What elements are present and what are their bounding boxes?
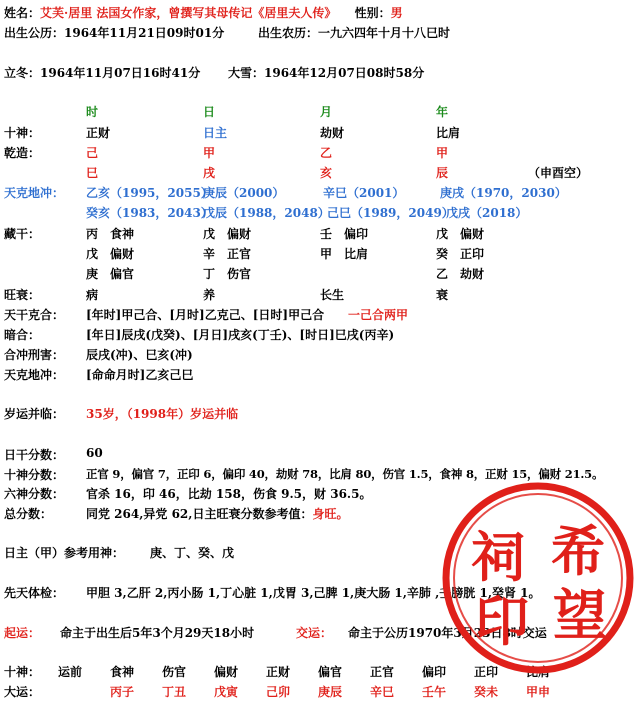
dayun-shishen-label: 十神： [4,665,41,679]
branch-month: 亥 [320,166,333,180]
stem-day: 甲 [203,146,216,160]
wangshuai-month: 长生 [320,288,345,302]
canggan-label: 藏干： [4,227,41,241]
canggan-shishen: 正印 [460,247,485,261]
anhe-value: [年日]辰戌(戊癸)、[月日]戌亥(丁壬)、[时日]巳戌(丙辛) [86,328,395,342]
dayun-pillar-item: 甲申 [526,685,551,699]
total-label: 总分数： [4,507,53,521]
seal-char: 印 [475,589,529,653]
dayun-pillar-item: 辛巳 [370,685,395,699]
total-row [86,505,348,522]
lidong-term: 立冬：1964年11月07日16时41分 [4,66,201,80]
canggan-stem: 乙 [436,267,449,281]
dayun-shishen-item: 正官 [370,665,395,679]
stem-hour: 己 [86,146,99,160]
canggan-shishen: 偏官 [110,267,135,281]
rigan-label: 日干分数： [4,448,65,462]
suiyun-label: 岁运并临： [4,407,65,421]
total-value: 同党 264,异党 62,日主旺衰分数参考值： [86,507,313,521]
dayun-pillar-item: 庚辰 [318,685,343,699]
canggan-shishen: 偏财 [460,227,485,241]
shishen-score-label: 十神分数： [4,468,65,482]
seal-char: 望 [553,583,607,647]
tkdc2-label: 天克地冲： [4,368,65,382]
dayun-shishen-item: 运前 [58,665,83,679]
tkdc-item: 庚辰（2000） [203,186,285,200]
gregorian-birth: 出生公历：1964年11月21日09时01分 [4,26,225,40]
canggan-shishen: 偏财 [110,247,135,261]
wangshuai-year: 衰 [436,288,449,302]
seal-char: 祠 [471,525,525,589]
total-result: 身旺。 [312,507,349,521]
dayun-label: 大运： [4,685,41,699]
qiyun-label: 起运： [4,626,41,640]
canggan-shishen: 伤官 [227,267,252,281]
seal-char: 希 [551,519,605,583]
canggan-shishen: 食神 [110,227,135,241]
pillar-title-hour: 时 [86,105,99,119]
tkdc-label: 天克地冲： [4,186,65,200]
seal-stamp [440,480,636,676]
tijian-value: 甲胆 3,乙肝 2,丙小肠 1,丁心脏 1,戊胃 3,己脾 1,庚大肠 1,辛肺 ,壬膀胱 1,癸肾 1。 [86,586,541,600]
dayun-pillar-item: 丁丑 [162,685,187,699]
tkdc-item: 戊辰（1988，2048） [203,206,330,220]
branch-hour: 巳 [86,166,99,180]
name-row [4,4,403,21]
dayun-pillar-item: 己卯 [266,685,291,699]
dayun-pillar-item: 戊寅 [214,685,239,699]
liushen-label: 六神分数： [4,487,65,501]
gender-value: 男 [390,6,403,20]
tkdc-item: 己巳（1989，2049） [327,206,454,220]
wangshuai-day: 养 [203,288,216,302]
dayun-shishen-item: 正印 [474,665,499,679]
shishen-year: 比肩 [436,126,461,140]
canggan-stem: 戊 [86,247,99,261]
pillar-title-year: 年 [436,105,449,119]
canggan-stem: 甲 [320,247,333,261]
tiangan-row [4,306,325,323]
branch-day: 戌 [203,166,216,180]
hechong-value: 辰戌(冲)、巳亥(冲) [86,348,193,362]
pillar-title-day: 日 [203,105,216,119]
canggan-stem: 丙 [86,227,99,241]
dayun-pillar-item: 丙子 [110,685,135,699]
gender-label: 性别： [354,6,391,20]
dayun-pillar-item: 壬午 [422,685,447,699]
tijian-label: 先天体检： [4,586,65,600]
tkdc-item: 辛巳（2001） [323,186,405,200]
branch-year: 辰 [436,166,449,180]
pillar-title-month: 月 [320,105,333,119]
canggan-shishen: 比肩 [344,247,369,261]
qianzao-label: 乾造： [4,146,41,160]
rigan-value: 60 [86,446,103,460]
tkdc-item: 癸亥（1983，2043） [86,206,213,220]
dayun-shishen-item: 偏财 [214,665,239,679]
canggan-stem: 丁 [203,267,216,281]
tiangan-label: 天干克合： [4,308,65,322]
kongwang: （申酉空） [528,166,589,180]
dayun-shishen-item: 正财 [266,665,291,679]
daxue-term: 大雪：1964年12月07日08时58分 [228,66,425,80]
wangshuai-label: 旺衰： [4,288,41,302]
tkdc-item: 乙亥（1995，2055） [86,186,213,200]
tiangan-value: [年时]甲己合、[月时]乙克己、[日时]甲己合 [86,308,325,322]
lunar-birth: 出生农历：一九六四年十月十八巳时 [258,26,451,40]
canggan-stem: 戊 [203,227,216,241]
stem-year: 甲 [436,146,449,160]
dayun-shishen-item: 伤官 [162,665,187,679]
shishen-day: 日主 [203,126,228,140]
canggan-shishen: 偏财 [227,227,252,241]
canggan-stem: 庚 [86,267,99,281]
canggan-stem: 戊 [436,227,449,241]
dayun-shishen-item: 比肩 [526,665,551,679]
yongshen-label: 日主（甲）参考用神： [4,546,125,560]
canggan-stem: 辛 [203,247,216,261]
stem-month: 乙 [320,146,333,160]
dayun-shishen-item: 食神 [110,665,135,679]
jiaoyun-label: 交运： [296,626,333,640]
tkdc-item: 庚戌（1970，2030） [440,186,567,200]
jiaoyun-value: 命主于公历1970年3月23日8时交运 [348,626,547,640]
hechong-label: 合冲刑害： [4,348,65,362]
canggan-shishen: 劫财 [460,267,485,281]
shishen-score-value: 正官 9，偏官 7，正印 6，偏印 40，劫财 78，比肩 80，伤官 1.5，食神 8，正财 15，偏财 21.5。 [86,467,604,481]
shishen-label: 十神： [4,126,41,140]
canggan-stem: 壬 [320,227,333,241]
canggan-shishen: 偏印 [344,227,369,241]
anhe-label: 暗合： [4,328,41,342]
dayun-shishen-item: 偏官 [318,665,343,679]
shishen-month: 劫财 [320,126,345,140]
yongshen-value: 庚、丁、癸、戊 [150,546,235,560]
tkdc-item: 戊戌（2018） [446,206,528,220]
dayun-pillar-item: 癸未 [474,685,499,699]
name-value: 艾芙·居里 法国女作家，曾撰写其母传记《居里夫人传》 [40,6,337,20]
name-label: 姓名： [4,6,41,20]
shishen-hour: 正财 [86,126,111,140]
liushen-value: 官杀 16，印 46，比劫 158，伤食 9.5，财 36.5。 [86,487,372,501]
suiyun-value: 35岁，（1998年）岁运并临 [86,407,239,421]
dayun-shishen-item: 偏印 [422,665,447,679]
canggan-stem: 癸 [436,247,449,261]
tiangan-note: 一己合两甲 [348,308,409,322]
qiyun-value: 命主于出生后5年3个月29天18小时 [60,626,255,640]
wangshuai-hour: 病 [86,288,99,302]
canggan-shishen: 正官 [227,247,252,261]
tkdc2-value: [命命月时]乙亥己巳 [86,368,194,382]
